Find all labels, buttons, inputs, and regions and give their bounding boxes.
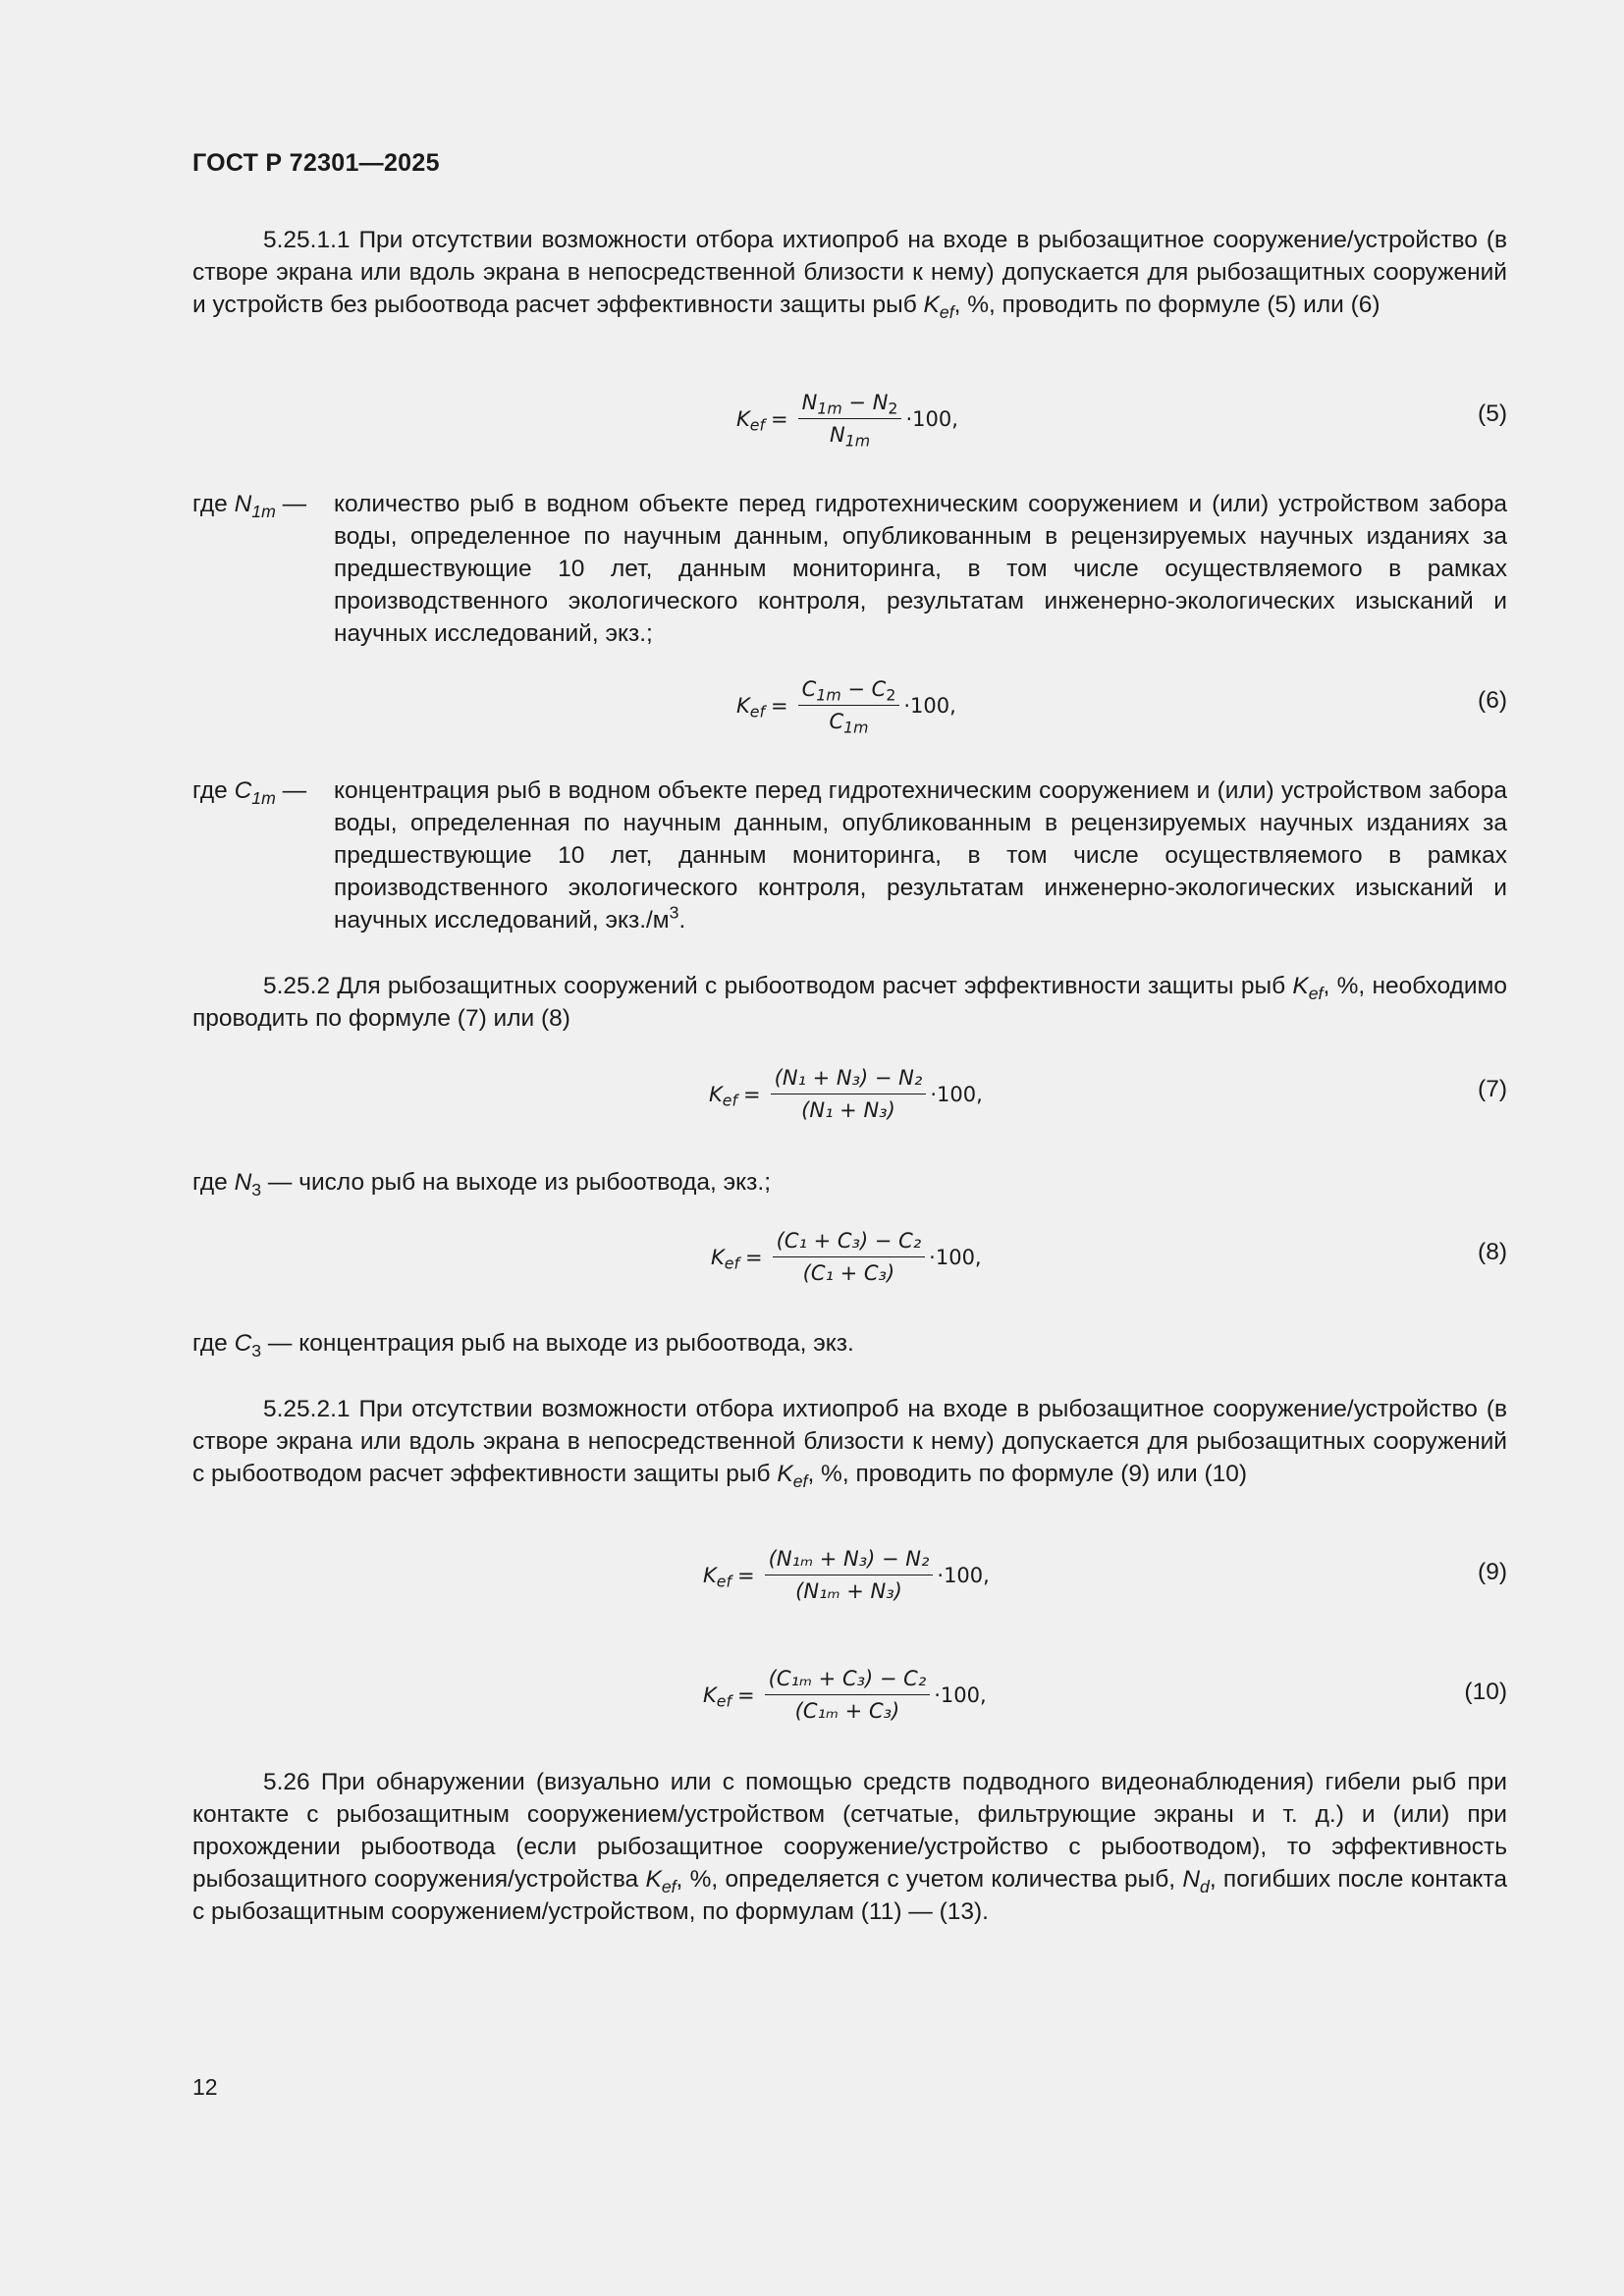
paragraph-5-25-1-1	[192, 224, 1507, 321]
definition-n3: где $N_3$ — число рыб на выходе из рыбоотвода, экз.;	[192, 1169, 771, 1201]
formula-rhs: ·100,	[905, 406, 958, 431]
equals-sign: =	[745, 1245, 763, 1269]
symbol-k-sub: ef	[661, 1877, 677, 1897]
symbol-k-sub: ef	[1308, 984, 1324, 1004]
equals-sign: =	[743, 1082, 761, 1106]
definition-label: где $N_{1m}$ —	[192, 491, 307, 522]
denominator: (N₁ + N₃)	[801, 1098, 895, 1122]
definition-label: где $C_{1m}$ —	[192, 777, 307, 809]
paragraph-5-25-2	[192, 970, 1507, 1035]
fraction	[765, 1667, 931, 1723]
denominator: (C₁ₘ + C₃)	[794, 1699, 900, 1723]
paragraph-tail: , %, проводить по формуле (5) или (6)	[953, 292, 1380, 318]
fraction	[798, 677, 900, 737]
formula-lhs: $K_{ef}$	[711, 1245, 740, 1273]
equals-sign: =	[771, 406, 788, 431]
formula-lhs: $K_{ef}$	[709, 1082, 738, 1110]
formula-rhs: ·100,	[937, 1563, 990, 1587]
equals-sign: =	[771, 693, 788, 718]
formula-7	[709, 1066, 983, 1122]
numerator: (N₁ + N₃) − N₂	[771, 1066, 927, 1095]
numerator: $N_{1m} - N_2$	[798, 391, 902, 419]
formula-rhs: ·100,	[930, 1082, 983, 1106]
paragraph-tail: , %, проводить по формуле (9) или (10)	[807, 1461, 1248, 1487]
numerator: (C₁ₘ + C₃) − C₂	[765, 1667, 931, 1695]
formula-lhs: $K_{ef}$	[703, 1682, 732, 1711]
definition-text: количество рыб в водном объекте перед гидротехническим сооружением и (или) устройством забора воды, определенное по научным данным, опубликованным в рецензируемых научных изданиях за предшествующие 10 лет, данным мониторинга, в том числе осуществляемого в рамках производственного экологического контроля, результатам инженерно-экологических изысканий и научных исследований, экз.;	[334, 491, 1507, 647]
symbol-n-sub: d	[1200, 1877, 1210, 1897]
definition-c1m	[192, 774, 1507, 936]
formula-8	[711, 1229, 982, 1285]
equals-sign: =	[737, 1682, 755, 1707]
definition-c3: где $C_3$ — концентрация рыб на выходе из рыбоотвода, экз.	[192, 1330, 854, 1362]
equation-number-9: (9)	[1478, 1559, 1507, 1585]
formula-6	[736, 677, 956, 737]
equation-number-5: (5)	[1478, 400, 1507, 427]
symbol-n: N	[1182, 1866, 1201, 1893]
symbol-k-sub: ef	[939, 302, 954, 323]
symbol-k: K	[645, 1866, 662, 1893]
equation-number-7: (7)	[1478, 1076, 1507, 1102]
fraction	[765, 1547, 934, 1603]
formula-lhs: $K_{ef}$	[703, 1563, 732, 1591]
paragraph-mid: , %, определяется с учетом количества рыб,	[676, 1866, 1183, 1893]
formula-10	[703, 1667, 987, 1723]
denominator: $N_{1m}$	[829, 423, 871, 451]
equals-sign: =	[737, 1563, 755, 1587]
formula-lhs: $K_{ef}$	[736, 406, 766, 435]
symbol-k: K	[923, 292, 940, 318]
definition-n1m	[192, 488, 1507, 650]
denominator: (C₁ + C₃)	[802, 1261, 895, 1285]
formula-9	[703, 1547, 990, 1603]
fraction	[798, 391, 902, 451]
paragraph-text: 5.25.1.1 При отсутствии возможности отбора ихтиопроб на входе в рыбозащитное сооружение/устройство (в створе экрана или вдоль экрана в непосредственной близости к нему) допускается для рыбозащитных сооружений и устройств без рыбоотвода расчет эффективности защиты рыб	[192, 227, 1507, 318]
paragraph-text: 5.25.2.1 При отсутствии возможности отбора ихтиопроб на входе в рыбозащитное сооружение/устройство (в створе экрана или вдоль экрана в непосредственной близости к нему) допускается для рыбозащитных сооружений с рыбоотводом расчет эффективности защиты рыб	[192, 1396, 1507, 1487]
paragraph-text: 5.25.2 Для рыбозащитных сооружений с рыбоотводом расчет эффективности защиты рыб	[263, 973, 1293, 999]
numerator: (N₁ₘ + N₃) − N₂	[765, 1547, 934, 1575]
definition-text: концентрация рыб в водном объекте перед гидротехническим сооружением и (или) устройством забора воды, определенная по научным данным, опубликованным в рецензируемых научных изданиях за предшествующие 10 лет, данным мониторинга, в том числе осуществляемого в рамках производственного экологического контроля, результатам инженерно-экологических изысканий и научных исследований, $экз./м^3$.	[334, 777, 1507, 934]
formula-rhs: ·100,	[903, 693, 956, 718]
symbol-k: K	[1292, 973, 1309, 999]
formula-lhs: $K_{ef}$	[736, 693, 766, 721]
paragraph-5-26	[192, 1766, 1507, 1928]
paragraph-text: 5.26 При обнаружении (визуально или с помощью средств подводного видеонаблюдения) гибели рыб при контакте с рыбозащитным сооружением/устройством (сетчатые, фильтрующие экраны и т. д.) и (или) при прохождении рыбоотвода (если рыбозащитное сооружение/устройство с рыбоотводом), то эффективность рыбозащитного сооружения/устройства	[192, 1769, 1507, 1893]
denominator: $C_{1m}$	[829, 710, 869, 737]
document-header: ГОСТ Р 72301—2025	[192, 149, 440, 177]
fraction	[771, 1066, 927, 1122]
paragraph-tail: , %, необходимо проводить по формуле (7) или (8)	[192, 973, 1507, 1032]
formula-rhs: ·100,	[934, 1682, 987, 1707]
formula-rhs: ·100,	[929, 1245, 982, 1269]
equation-number-6: (6)	[1478, 687, 1507, 714]
fraction	[773, 1229, 926, 1285]
paragraph-5-25-2-1	[192, 1393, 1507, 1490]
denominator: (N₁ₘ + N₃)	[795, 1579, 902, 1603]
numerator: (C₁ + C₃) − C₂	[773, 1229, 926, 1257]
equation-number-8: (8)	[1478, 1239, 1507, 1265]
formula-5	[736, 391, 958, 451]
numerator: $C_{1m} - C_2$	[798, 677, 900, 706]
symbol-k: K	[777, 1461, 793, 1487]
equation-number-10: (10)	[1464, 1679, 1507, 1705]
paragraph-tail: , погибших после контакта с рыбозащитным сооружением/устройством, по формулам (11) — (13).	[192, 1866, 1507, 1925]
symbol-k-sub: ef	[792, 1471, 808, 1492]
page-number: 12	[192, 2074, 218, 2100]
